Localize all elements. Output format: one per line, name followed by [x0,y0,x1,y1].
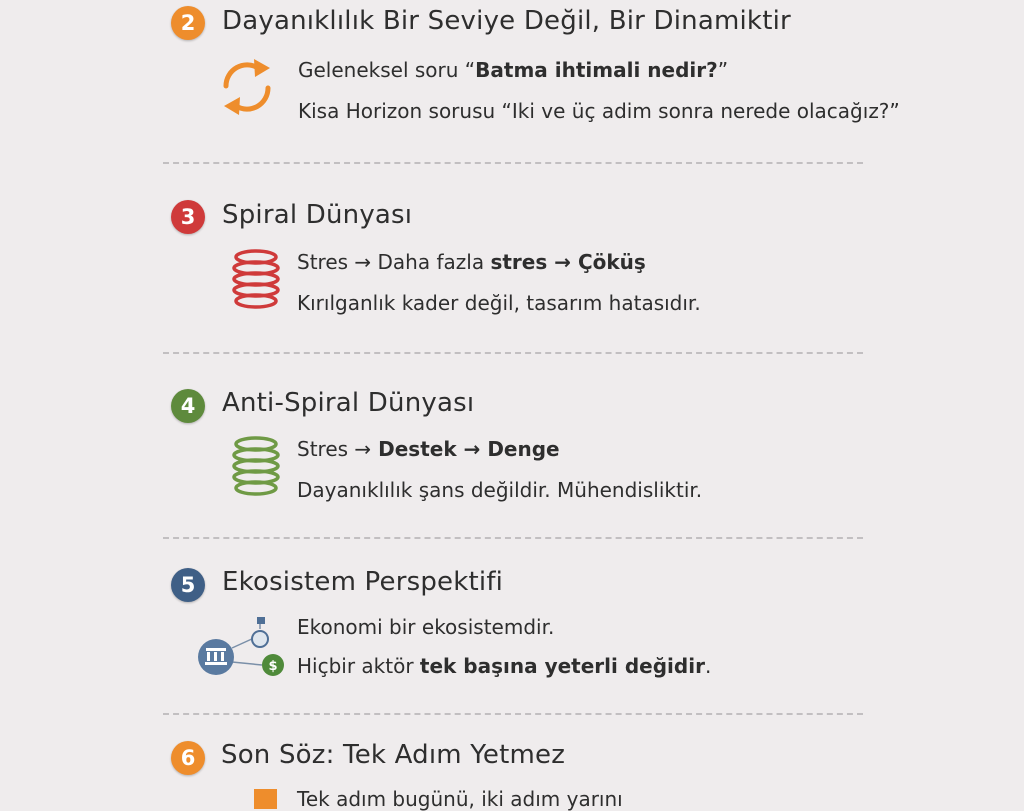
node-square-icon [257,617,265,624]
section-line-1: Tek adım bugünü, iki adım yarını [297,787,623,811]
spring-icon [229,435,285,501]
arrow-glyph: → [456,437,488,461]
section-number-badge: 3 [171,200,205,234]
spiral-icon [229,248,285,314]
svg-text:$: $ [268,659,278,674]
section-title: Son Söz: Tek Adım Yetmez [221,740,566,770]
line-text: Stres [297,437,355,461]
line-bold-text: Denge [487,437,560,461]
section-line-2 [297,654,711,678]
section-divider [163,352,863,354]
line-bold-text: Batma ihtimali nedir? [475,58,718,82]
section-title: Ekosistem Perspektifi [222,567,504,597]
line-text: . [704,654,712,678]
line-text: Daha fazla [371,250,491,274]
section-line-1: Ekonomi bir ekosistemdir. [297,615,555,639]
square-bullet-icon [254,789,277,809]
section-number-badge: 2 [171,6,205,40]
section-line-1 [297,437,560,461]
line-bold-text: Çöküş [577,250,646,274]
arrow-glyph: → [354,437,372,461]
line-bold-text: Destek [371,437,457,461]
section-title: Dayanıklılık Bir Seviye Değil, Bir Dinamiktir [222,6,791,36]
refresh-icon [218,56,276,118]
line-text: ” [717,58,729,82]
line-bold-text: stres [490,250,548,274]
arrow-glyph: → [354,250,372,274]
section-line-2: Kisa Horizon sorusu “Iki ve üç adim sonra nerede olacağız?” [298,99,900,123]
section-number-badge: 5 [171,568,205,602]
section-line-2: Kırılganlık kader değil, tasarım hatasıdır. [297,291,701,315]
section-line-2: Dayanıklılık şans değildir. Mühendisliktir. [297,478,703,502]
arrow-glyph: → [547,250,578,274]
section-number-badge: 6 [171,741,205,775]
line-bold-text: tek başına yeterli değidir [419,654,705,678]
line-text: Hiçbir aktör [297,654,420,678]
section-divider [163,537,863,539]
section-divider [163,713,863,715]
section-title: Anti-Spiral Dünyası [222,388,475,418]
section-number-badge: 4 [171,389,205,423]
line-text: Stres [297,250,355,274]
person-node-icon [252,631,268,647]
line-text: Geleneksel soru “ [298,58,476,82]
section-line-1 [297,250,646,274]
section-line-1 [298,58,728,82]
section-title: Spiral Dünyası [222,200,413,230]
network-icon [194,614,292,680]
section-divider [163,162,863,164]
